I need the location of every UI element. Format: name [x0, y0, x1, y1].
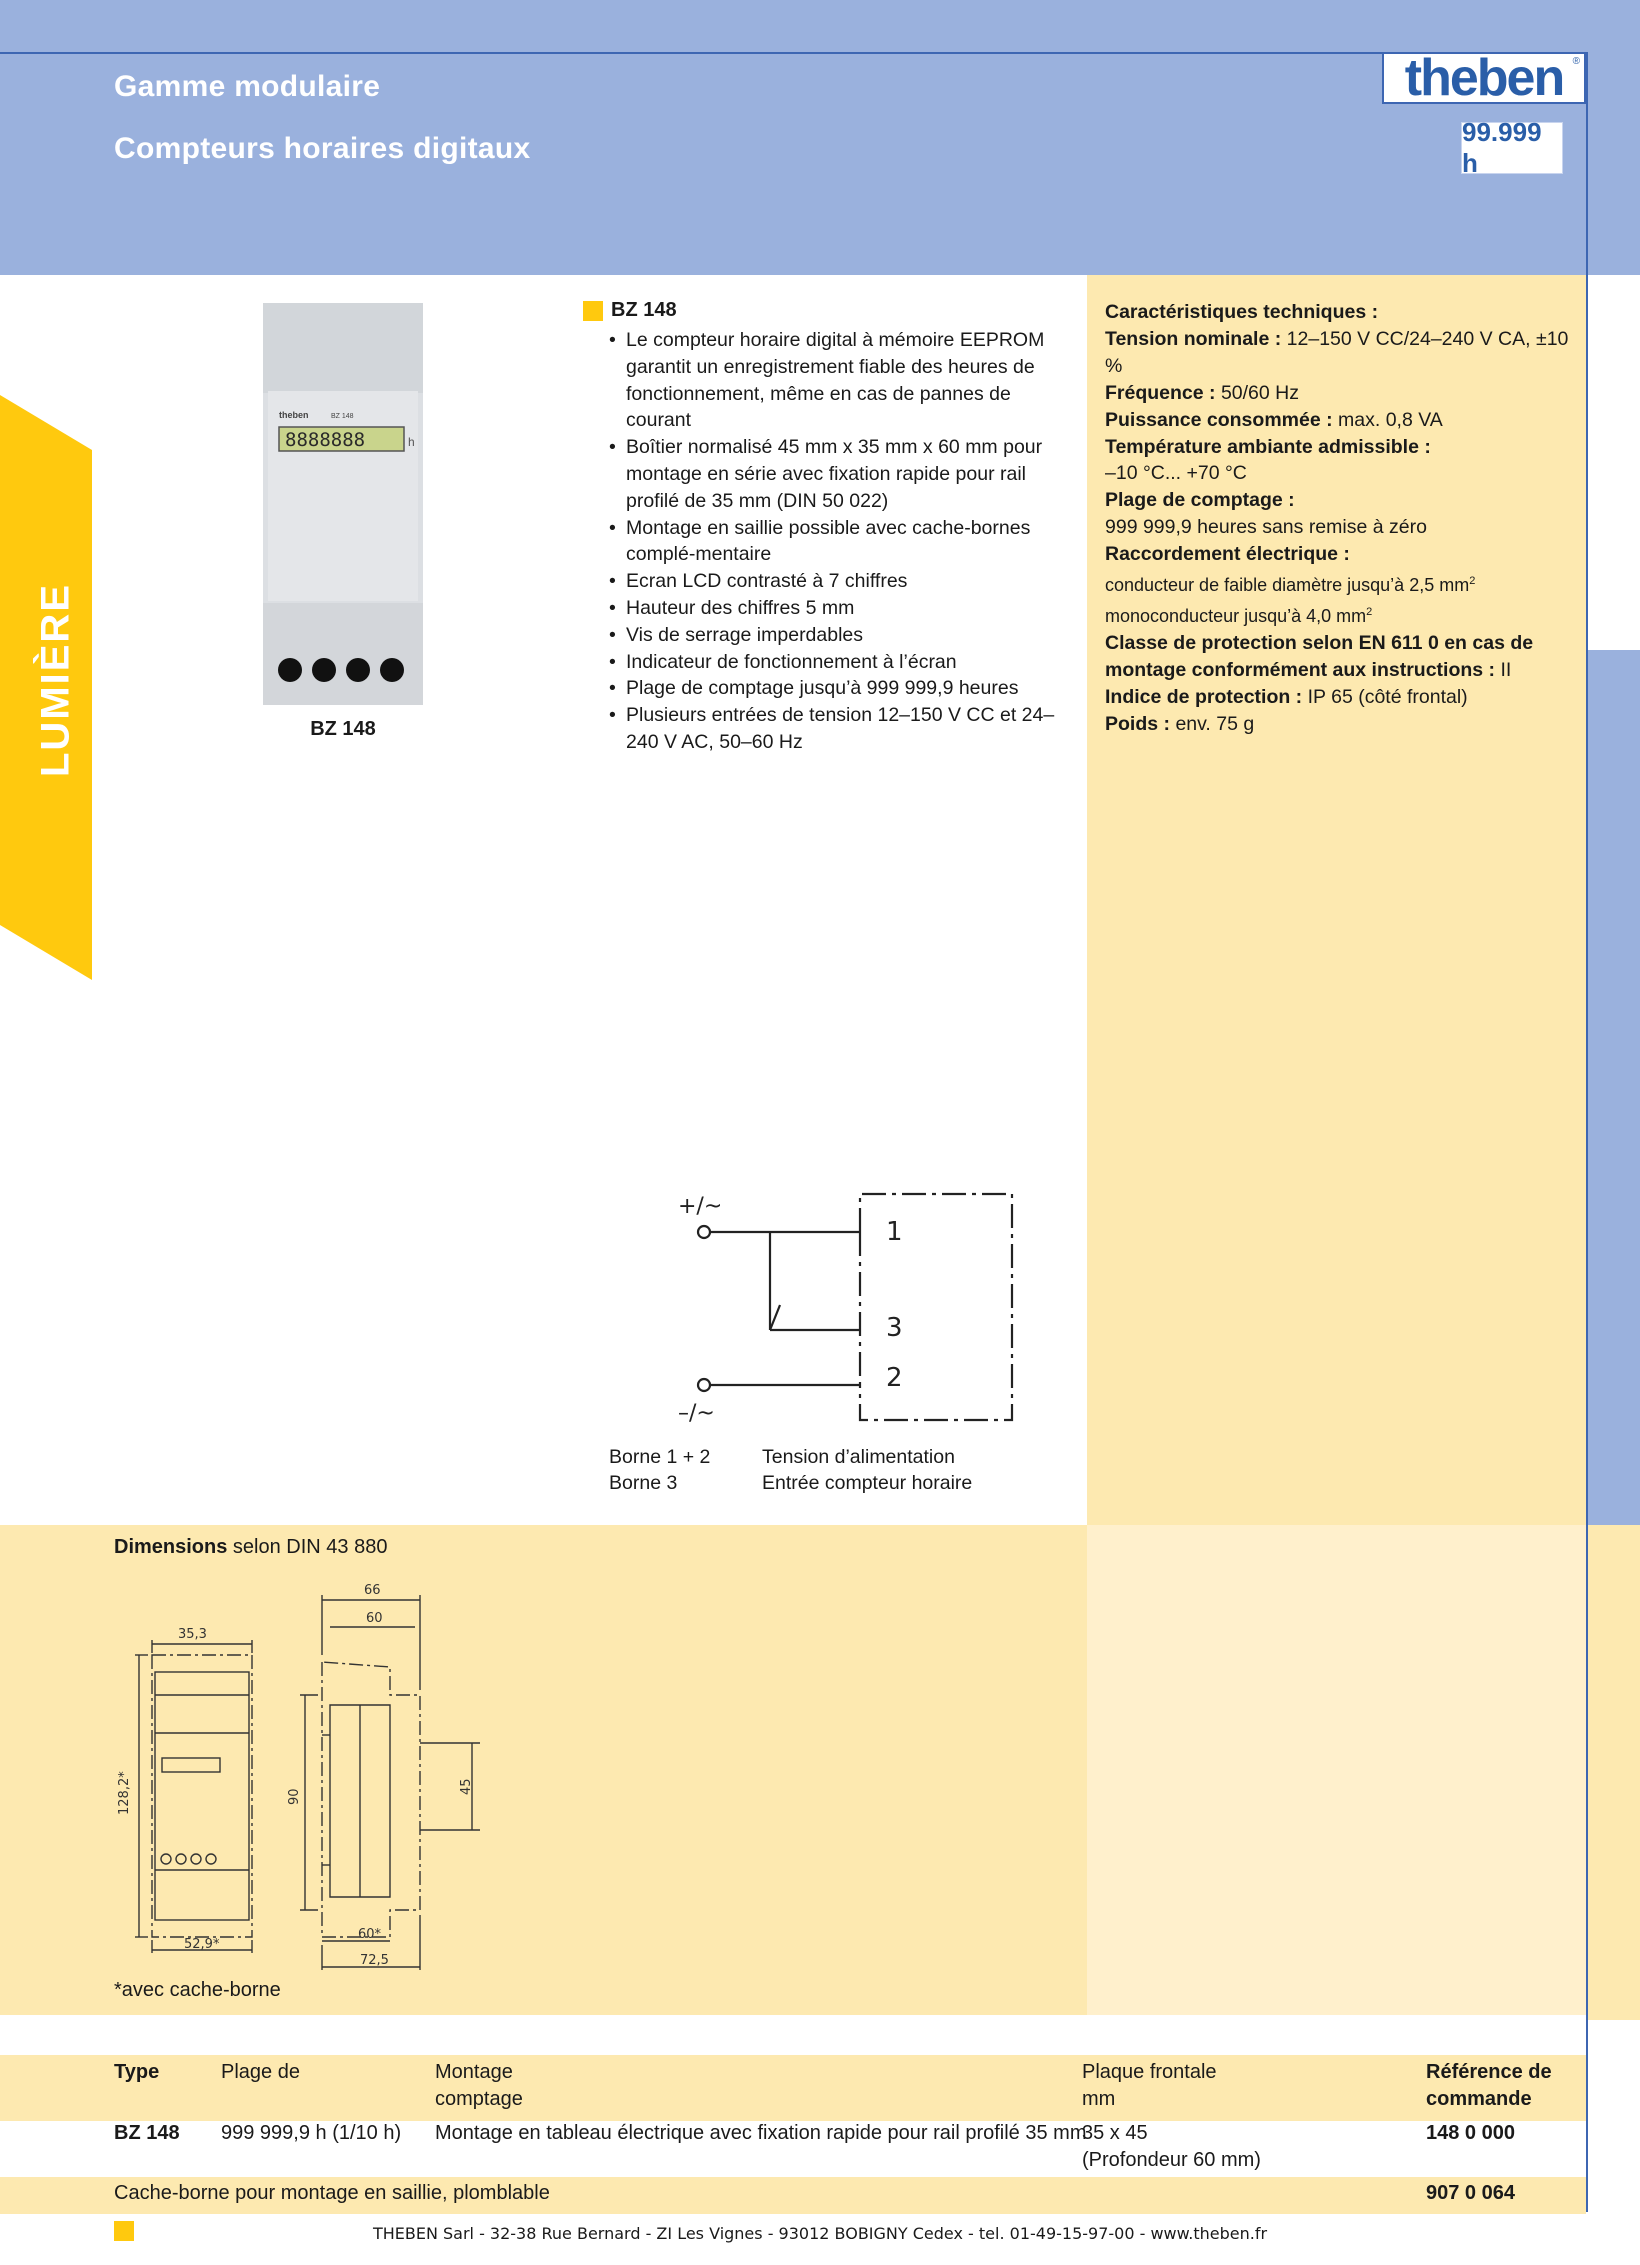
terminal-3-label: 3 [886, 1313, 903, 1343]
spec-classe-value: II [1500, 658, 1512, 681]
legend-borne-12: Borne 1 + 2 [609, 1446, 711, 1468]
product-image [263, 303, 423, 705]
spec-indice-label: Indice de protection : [1105, 685, 1303, 708]
terminal-1-label: 1 [886, 1217, 903, 1247]
spec-temperature-label: Température ambiante admissible : [1105, 435, 1431, 458]
counter-badge: 99.999 h [1461, 122, 1563, 174]
feature-item: • Plusieurs entrées de tension 12–150 V CC et 24–240 V AC, 50–60 Hz [609, 702, 1079, 756]
right-margin-white [1588, 275, 1640, 650]
th-ref-2: commande [1426, 2088, 1532, 2110]
dim-label-1282: 128,2* [117, 1771, 132, 1815]
wiring-minus-label: –/~ [678, 1401, 715, 1426]
row1-montage: Montage en tableau électrique avec fixation rapide pour rail profilé 35 mm [435, 2122, 1087, 2144]
wiring-plus-label: +/~ [678, 1194, 723, 1219]
feature-item: • Boîtier normalisé 45 mm x 35 mm x 60 mm pour montage en série avec fixation rapide pour rail profilé de 35 mm (DIN 50 022) [609, 434, 1079, 514]
spec-temperature-value: –10 °C... +70 °C [1105, 462, 1247, 485]
spec-tension-value: 12–150 V CC/24–240 V CA, ±10 % [1105, 327, 1569, 377]
logo-wordmark: theben [1404, 49, 1564, 107]
footer-address: THEBEN Sarl - 32-38 Rue Bernard - ZI Les Vignes - 93012 BOBIGNY Cedex - tel. 01-49-15-97-00 - www.theben.fr [372, 2224, 1268, 2243]
th-plaque-2: mm [1082, 2088, 1116, 2110]
yellow-square-icon [583, 301, 603, 321]
dimensions-title-rest: selon DIN 43 880 [227, 1536, 388, 1558]
product-image-unit: h [408, 435, 415, 449]
dimension-drawing [100, 1555, 540, 1970]
dim-label-66: 66 [364, 1583, 381, 1598]
row1-ref: 148 0 000 [1426, 2122, 1515, 2144]
legend-desc-3: Entrée compteur horaire [762, 1472, 973, 1494]
spec-classe-label-2: montage conformément aux instructions : [1105, 658, 1496, 681]
product-image-display: 8888888 [285, 429, 366, 451]
logo-registered-mark: ® [1572, 56, 1580, 67]
feature-item: • Le compteur horaire digital à mémoire EEPROM garantit un enregistrement fiable des heures de fonctionnement, même en cas de pannes de courant [609, 327, 1079, 434]
th-plage: Plage de [221, 2061, 300, 2083]
dimensions-panel-right [1087, 1525, 1586, 2015]
row1-plaque-2: (Profondeur 60 mm) [1082, 2149, 1261, 2171]
feature-item: • Vis de serrage imperdables [609, 622, 1079, 649]
dim-label-725: 72,5 [360, 1953, 389, 1968]
right-rule [1586, 52, 1588, 2212]
spec-tension-label: Tension nominale : [1105, 327, 1282, 350]
spec-raccordement-value-2: monoconducteur jusqu’à 4,0 mm [1105, 605, 1367, 626]
spec-raccordement-label: Raccordement électrique : [1105, 543, 1350, 566]
feature-item: • Ecran LCD contrasté à 7 chiffres [609, 568, 1079, 595]
row1-plaque-1: 35 x 45 [1082, 2122, 1148, 2144]
spec-sup-2: 2 [1366, 605, 1373, 618]
side-tab-label: LUMIÈRE [33, 583, 78, 777]
specs-heading: Caractéristiques techniques : [1105, 301, 1379, 323]
theben-logo [1382, 49, 1586, 107]
dim-label-60: 60 [366, 1611, 383, 1626]
product-title-text: BZ 148 [611, 299, 677, 321]
spec-raccordement-value-1: conducteur de faible diamètre jusqu’à 2,5 mm [1105, 575, 1470, 596]
dim-label-90: 90 [287, 1788, 302, 1805]
legend-borne-3: Borne 3 [609, 1472, 678, 1494]
dimensions-note: *avec cache-borne [114, 1979, 281, 2001]
spec-frequence-value: 50/60 Hz [1220, 381, 1300, 404]
range-title: Gamme modulaire [114, 70, 381, 103]
right-margin-yellow [1588, 1525, 1640, 2020]
spec-poids-value: env. 75 g [1175, 712, 1255, 735]
spec-indice-value: IP 65 (côté frontal) [1307, 685, 1468, 708]
spec-poids-label: Poids : [1105, 712, 1171, 735]
header-rule [0, 52, 1588, 54]
spec-puissance-value: max. 0,8 VA [1338, 408, 1443, 431]
th-plaque-1: Plaque frontale [1082, 2061, 1217, 2083]
dim-label-529: 52,9* [184, 1937, 220, 1952]
th-montage-2: comptage [435, 2088, 523, 2110]
dimensions-title-bold: Dimensions [114, 1536, 228, 1558]
spec-puissance-label: Puissance consommée : [1105, 408, 1333, 431]
page-title: Compteurs horaires digitaux [114, 132, 531, 165]
feature-item: • Indicateur de fonctionnement à l’écran [609, 649, 1079, 676]
legend-desc-12: Tension d’alimentation [762, 1446, 955, 1468]
row2-ref: 907 0 064 [1426, 2182, 1515, 2204]
row1-type: BZ 148 [114, 2122, 180, 2144]
spec-sup-1: 2 [1469, 575, 1476, 588]
feature-item: • Hauteur des chiffres 5 mm [609, 595, 1079, 622]
th-montage-1: Montage [435, 2061, 513, 2083]
feature-item: • Plage de comptage jusqu’à 999 999,9 heures [609, 675, 1079, 702]
feature-list [609, 327, 1079, 756]
feature-item: • Montage en saillie possible avec cache-bornes complé-mentaire [609, 515, 1079, 569]
product-image-brand: theben [279, 410, 309, 420]
product-image-model: BZ 148 [331, 413, 354, 420]
dim-label-45: 45 [459, 1778, 474, 1795]
spec-plage-label: Plage de comptage : [1105, 489, 1295, 512]
th-type: Type [114, 2061, 160, 2083]
dim-label-60s: 60* [358, 1927, 382, 1942]
spec-frequence-label: Fréquence : [1105, 381, 1216, 404]
row1-plage: 999 999,9 h (1/10 h) [221, 2122, 402, 2144]
product-title [583, 299, 677, 322]
product-caption: BZ 148 [310, 718, 376, 740]
spec-classe-label-1: Classe de protection selon EN 611 0 en cas de [1105, 631, 1534, 654]
spec-plage-value: 999 999,9 heures sans remise à zéro [1105, 516, 1427, 539]
dim-label-353: 35,3 [178, 1627, 207, 1642]
row2-desc: Cache-borne pour montage en saillie, plomblable [114, 2182, 550, 2204]
terminal-2-label: 2 [886, 1363, 903, 1393]
wiring-diagram [660, 1180, 1020, 1445]
technical-specs [1105, 299, 1575, 738]
th-ref-1: Référence de [1426, 2061, 1552, 2083]
